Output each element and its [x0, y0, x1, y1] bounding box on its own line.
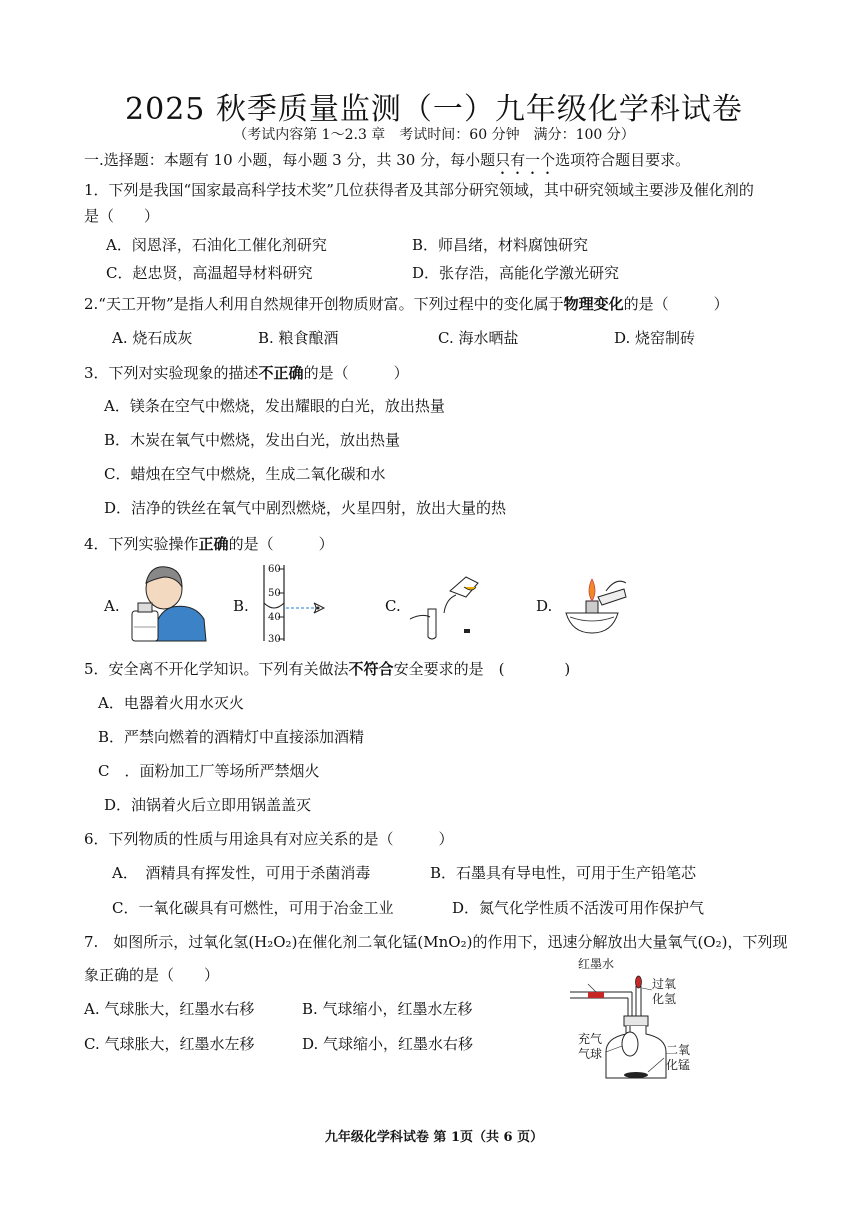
alcohol-lamp-illustration: [562, 571, 632, 637]
q2-option-d: D. 烧窑制砖: [614, 329, 696, 347]
q3-option-b: B．木炭在氧气中燃烧，发出白光，放出热量: [104, 431, 401, 449]
q4-stem-text: 4．下列实验操作: [84, 535, 199, 553]
q5-stem: [84, 659, 570, 679]
q5-option-b: B．严禁向燃着的酒精灯中直接添加酒精: [98, 728, 365, 746]
q7-option-a: A. 气球胀大，红墨水右移: [84, 1000, 255, 1018]
q3-stem-bold: 不正确: [258, 364, 304, 382]
q1-option-b: B．师昌绪，材料腐蚀研究: [412, 236, 589, 254]
q7-option-d: D. 气球缩小，红墨水右移: [302, 1035, 474, 1053]
q7-option-b: B. 气球缩小，红墨水左移: [302, 1000, 473, 1018]
q7-option-c: C. 气球胀大，红墨水左移: [84, 1035, 255, 1053]
q4-option-b-label: B.: [233, 597, 249, 615]
q3-stem: [84, 363, 409, 383]
q1-stem-line2: 是（ ）: [84, 207, 160, 225]
q1-stem: 1．下列是我国“国家最高科学技术奖”几位获得者及其部分研究领域，其中研究领域主要涉及催化剂的: [84, 181, 754, 199]
q4-stem-end: 的是（ ）: [228, 535, 334, 553]
q5-stem-text: 5．安全离不开化学知识。下列有关做法: [84, 660, 349, 678]
q7-stem: 7. 如图所示，过氧化氢(H₂O₂)在催化剂二氧化锰(MnO₂)的作用下，迅速分解放出大量氧气(O₂)，下列现: [84, 933, 788, 951]
section-intro-emphasis: 只有一个: [495, 151, 556, 169]
q5-stem-bold: 不符合: [348, 660, 394, 678]
q4-stem-bold: 正确: [198, 535, 229, 553]
fig-label-mno2-1: 二氧: [666, 1043, 691, 1057]
section-intro: [84, 150, 690, 178]
q2-option-c: C. 海水晒盐: [438, 329, 519, 347]
q1-option-d: D．张存浩，高能化学激光研究: [412, 264, 620, 282]
q6-stem: 6．下列物质的性质与用途具有对应关系的是（ ）: [84, 830, 454, 848]
q4-option-d-label: D.: [536, 597, 553, 615]
fig-label-h2o2-2: 化氢: [652, 992, 677, 1006]
section-intro-text: 一.选择题：本题有 10 小题，每小题 3 分，共 30 分，每小题: [84, 151, 496, 169]
fig-label-mno2-2: 化锰: [666, 1058, 691, 1072]
fig-label-h2o2-1: 过氧: [652, 977, 677, 991]
q6-option-a: A． 酒精具有挥发性，可用于杀菌消毒: [112, 864, 371, 882]
q2-option-a: A. 烧石成灰: [112, 329, 193, 347]
page-title: 2025 秋季质量监测（一）九年级化学科试卷: [125, 92, 743, 127]
q3-option-d: D．洁净的铁丝在氧气中剧烈燃烧，火星四射，放出大量的热: [104, 499, 507, 517]
q5-stem-end: 安全要求的是 ( ): [393, 660, 571, 678]
q4-option-c-label: C.: [385, 597, 401, 615]
q6-option-b: B．石墨具有导电性，可用于生产铅笔芯: [430, 864, 697, 882]
q2-stem-bold: 物理变化: [563, 295, 624, 313]
q1-option-a: A．闵恩泽，石油化工催化剂研究: [106, 236, 327, 254]
q2-stem: [84, 294, 729, 314]
q2-stem-end: 的是（ ）: [623, 295, 729, 313]
fig-label-balloon-1: 充气: [578, 1032, 603, 1046]
red-ink-drop: [588, 992, 604, 998]
cylinder-tick-50: 50: [268, 588, 281, 599]
q3-stem-end: 的是（ ）: [303, 364, 409, 382]
q2-stem-text: 2.“天工开物”是指人利用自然规律开创物质财富。下列过程中的变化属于: [84, 295, 564, 313]
q4-stem: [84, 534, 334, 554]
q2-option-b: B. 粮食酿酒: [258, 329, 339, 347]
q6-option-c: C．一氧化碳具有可燃性，可用于冶金工业: [112, 899, 394, 917]
smelling-gas-illustration: [124, 563, 208, 643]
fig-label-balloon-2: 气球: [578, 1047, 603, 1061]
exam-info: （考试内容第 1～2.3 章 考试时间：60 分钟 满分：100 分）: [233, 127, 635, 143]
q5-option-d: D．油锅着火后立即用锅盖盖灭: [104, 796, 312, 814]
q1-option-c: C．赵忠贤，高温超导材料研究: [106, 264, 313, 282]
q3-stem-text: 3．下列对实验现象的描述: [84, 364, 259, 382]
q5-option-c: C ．面粉加工厂等场所严禁烟火: [98, 762, 320, 780]
q3-option-a: A．镁条在空气中燃烧，发出耀眼的白光，放出热量: [104, 397, 445, 415]
q5-option-a: A．电器着火用水灭火: [98, 694, 244, 712]
cylinder-tick-60: 60: [268, 564, 281, 575]
measuring-cylinder-illustration: [256, 563, 336, 643]
test-tube-dropping-illustration: [406, 573, 486, 641]
q7-stem-line2: 象正确的是（ ）: [84, 966, 220, 984]
q4-option-a-label: A.: [104, 597, 120, 615]
cylinder-tick-40: 40: [268, 612, 281, 623]
section-intro-text-end: 选项符合题目要求。: [555, 151, 691, 169]
page-footer: 九年级化学科试卷 第 1页（共 6 页）: [324, 1130, 544, 1145]
cylinder-tick-30: 30: [268, 634, 281, 645]
fig-label-red-ink: 红墨水: [578, 957, 615, 971]
q6-option-d: D．氮气化学性质不活泼可用作保护气: [452, 899, 705, 917]
q3-option-c: C．蜡烛在空气中燃烧，生成二氧化碳和水: [104, 465, 386, 483]
